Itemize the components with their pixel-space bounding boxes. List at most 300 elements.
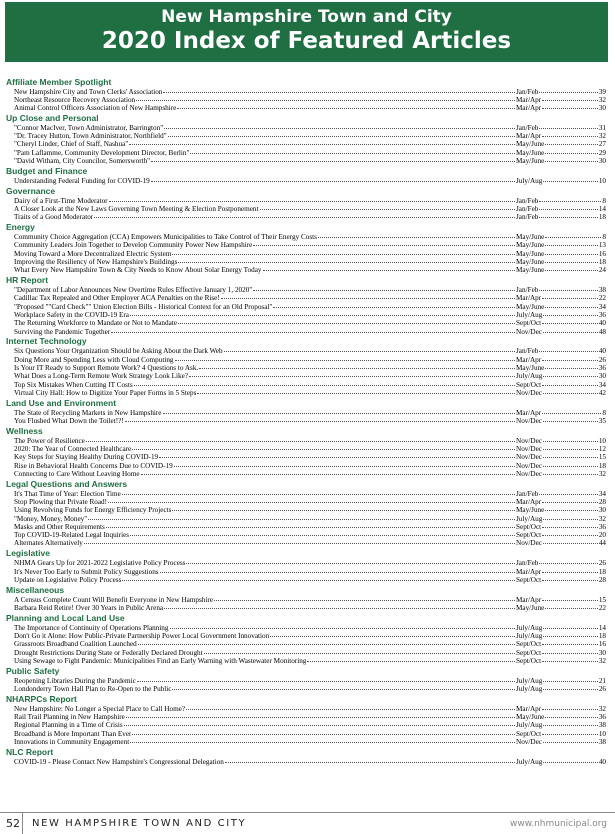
index-entry [6,157,606,165]
page-number-ref: 36 [598,713,606,722]
issue-page-group [516,649,606,657]
dot-leader [175,360,515,361]
dot-leader [542,385,598,386]
index-entry [6,417,606,425]
issue-label: Sept/Oct [516,319,542,328]
section-title: Legal Questions and Answers [6,478,128,489]
article-title: Top COVID-19-Related Legal Inquiries [14,531,130,540]
dot-leader [539,92,597,93]
issue-page-group [516,640,606,648]
dot-leader [543,315,597,316]
dot-leader [543,543,598,544]
index-entry [6,730,606,738]
page-number-ref: 36 [598,310,606,319]
article-title: What Every New Hampshire Town & City Needs to Know About Solar Energy Today [14,266,262,275]
dot-leader [543,762,597,763]
issue-label: May/June [516,506,545,515]
issue-page-group [516,490,606,498]
issue-page-group [516,258,606,266]
index-entry [6,266,606,274]
dot-leader [543,742,598,743]
issue-page-group [516,632,606,640]
dot-leader [543,441,598,442]
dot-leader [186,563,515,564]
issue-page-group [516,685,606,693]
dot-leader [543,636,597,637]
index-entry [6,758,606,766]
page-number-ref: 15 [598,453,606,462]
article-title: The Returning Workforce to Mandate or Not to Mandate [14,319,177,328]
article-title: Connecting to Care Without Leaving Home [14,469,140,478]
section-title: Legislative [6,548,50,559]
article-title: "Department of Labor Announces New Overtime Rules Effective January 1, 2020" [14,286,253,295]
dot-leader [263,270,515,271]
article-title: Community Leaders Join Together to Develop Community Power New Hampshire [14,241,253,250]
article-title: New Hampshire City and Town Clerks' Association [14,87,163,96]
issue-label: Nov/Dec [516,453,542,462]
issue-page-group [516,506,606,514]
issue-label: Mar/Apr [516,294,542,303]
page-number-ref: 35 [598,416,606,425]
article-title: Rise in Behavioral Health Concerns Due to COVID-19 [14,461,173,470]
page-number-ref: 10 [598,176,606,185]
issue-label: Nov/Dec [516,445,542,453]
page-number-ref: 39 [598,87,606,96]
issue-label: Sept/Oct [516,575,542,584]
page-number-ref: 32 [598,469,606,478]
header-line-1: New Hampshire Town and City [161,7,452,27]
dot-leader [542,572,598,573]
page-number-ref: 34 [598,302,606,311]
dot-leader [84,543,515,544]
article-title: Animal Control Officers Association of New Hampshire [14,104,177,113]
article-title: Community Choice Aggregation (CCA) Empowers Municipalities to Take Control of Their Energy Costs [14,233,317,242]
page-number-ref: 30 [598,104,606,113]
section-title: Governance [6,185,56,196]
issue-label: Sept/Oct [516,522,542,531]
index-entry [6,124,606,132]
issue-label: May/June [516,249,545,258]
issue-label: July/Aug [516,372,543,381]
issue-label: Sept/Oct [516,531,542,540]
dot-leader [109,201,515,202]
issue-page-group [516,328,606,336]
article-title: NHMA Gears Up for 2021-2022 Legislative Policy Process [14,559,186,568]
dot-leader [137,681,515,682]
issue-page-group [516,177,606,185]
article-title: Is Your IT Ready to Support Remote Work? 4 Questions to Ask. [14,363,199,372]
index-entry [6,445,606,453]
issue-label: Nov/Dec [516,461,542,470]
dot-leader [132,734,515,735]
issue-label: Nov/Dec [516,436,542,445]
page-number-ref: 32 [598,656,606,665]
index-entry [6,381,606,389]
issue-label: Mar/Apr [516,408,542,417]
issue-label: July/Aug [516,632,543,641]
dot-leader [106,527,515,528]
issue-page-group [516,531,606,539]
article-title: Update on Legislative Policy Process [14,575,122,584]
dot-leader [170,628,516,629]
page-number-ref: 15 [598,595,606,604]
dot-leader [542,298,598,299]
issue-page-group [516,568,606,576]
page-number-ref: 32 [598,132,606,141]
index-entry [6,677,606,685]
issue-page-group [516,205,606,213]
article-title: Grassroots Broadband Coalition Launched [14,640,137,649]
issue-label: Mar/Apr [516,567,542,576]
issue-label: Mar/Apr [516,497,542,506]
dot-leader [163,92,515,93]
index-entry [6,132,606,140]
website-url: www.nhmunicipal.org [509,819,607,829]
page-number-ref: 30 [598,648,606,657]
issue-page-group [516,576,606,584]
issue-label: July/Aug [516,623,543,632]
index-entry [6,453,606,461]
dot-leader [178,323,515,324]
dot-leader [545,262,597,263]
dot-leader [543,519,597,520]
article-title: A Census Complete Count Will Benefit Everyone in New Hampshire [14,595,213,604]
index-entry [6,258,606,266]
index-entry [6,596,606,604]
page-number-ref: 30 [598,157,606,166]
dot-leader [125,421,515,422]
dot-leader [542,323,598,324]
index-entry [6,197,606,205]
dot-leader [159,457,515,458]
page-number-ref: 8 [602,408,606,417]
issue-page-group [516,604,606,612]
page-number-ref: 36 [598,363,606,372]
page-number-ref: 13 [598,241,606,250]
section-title: Miscellaneous [6,584,65,595]
issue-label: May/June [516,257,545,266]
article-title: Virtual City Hall: How to Digitize Your Paper Forms in 5 Steps [14,388,197,397]
index-entry [6,576,606,584]
article-title: Improving the Resiliency of New Hampshire's Buildings [14,257,178,266]
dot-leader [545,245,597,246]
header-title: 2020 Index of Featured Articles [101,28,512,54]
index-entry [6,685,606,693]
issue-label: Jan/Feb [516,196,539,205]
dot-leader [124,725,515,726]
dot-leader [545,608,597,609]
page-number-ref: 48 [598,327,606,336]
index-entry [6,738,606,746]
article-title: Don't Go it Alone: How Public-Private Partnership Power Local Government Innovation [14,632,270,641]
dot-leader [186,709,515,710]
page-number-ref: 18 [598,567,606,576]
issue-page-group [516,124,606,132]
issue-page-group [516,266,606,274]
issue-label: May/June [516,241,545,250]
dot-leader [543,725,597,726]
article-title: "Pam Laflamme, Community Development Director, Berlin" [14,148,190,157]
dot-leader [542,360,598,361]
issue-page-group [516,515,606,523]
dot-leader [94,217,515,218]
dot-leader [542,527,598,528]
page-number-ref: 18 [598,632,606,641]
article-title: Barbara Reid Retire! Over 30 Years in Public Arena [14,603,164,612]
issue-label: July/Aug [516,514,543,523]
dot-leader [539,494,597,495]
page-number-ref: 28 [598,497,606,506]
index-entry [6,250,606,258]
index-entry [6,356,606,364]
page-number-ref: 44 [598,539,606,548]
dot-leader [221,298,515,299]
page-number-ref: 10 [598,729,606,738]
index-entry [6,437,606,445]
section-title: Affiliate Member Spotlight [6,76,112,87]
dot-leader [542,535,598,536]
index-entry [6,462,606,470]
page-number-ref: 34 [598,380,606,389]
section-title: NHARPCs Report [6,693,77,704]
dot-leader [174,466,515,467]
page-number-ref: 20 [598,531,606,540]
index-entry [6,523,606,531]
index-entry [6,721,606,729]
issue-page-group [516,364,606,372]
index-entry [6,364,606,372]
issue-page-group [516,453,606,461]
index-entry [6,286,606,294]
issue-page-group [516,372,606,380]
index-entry [6,319,606,327]
article-title: The Importance of Continuity of Operations Planning [14,623,169,632]
issue-label: May/June [516,363,545,372]
index-entry [6,470,606,478]
page-number-ref: 24 [598,266,606,275]
dot-leader [204,653,515,654]
issue-label: Sept/Oct [516,729,542,738]
index-entry [6,149,606,157]
article-title: "David Witham, City Councilor, Somersworth" [14,157,151,166]
section-title: Wellness [6,425,43,436]
dot-leader [543,332,598,333]
page-number-ref: 27 [598,140,606,149]
dot-leader [543,681,597,682]
dot-leader [543,393,598,394]
page-number-ref: 30 [598,506,606,515]
issue-page-group [516,462,606,470]
dot-leader [545,237,601,238]
issue-page-group [516,149,606,157]
issue-label: Jan/Feb [516,489,539,498]
issue-page-group [516,88,606,96]
article-title: Workplace Safety in the COVID-19 Era [14,310,129,319]
dot-leader [545,717,597,718]
section-title: Public Safety [6,665,60,676]
page-number-ref: 22 [598,603,606,612]
index-entry [6,96,606,104]
index-entry [6,559,606,567]
dot-leader [130,315,515,316]
index-entry [6,624,606,632]
issue-page-group [516,303,606,311]
dot-leader [543,474,598,475]
article-title: Traits of a Good Moderator [14,213,94,222]
page-number-ref: 40 [598,347,606,356]
issue-label: Jan/Feb [516,204,539,213]
magazine-name: NEW HAMPSHIRE TOWN AND CITY [32,818,247,829]
issue-label: July/Aug [516,176,543,185]
page-number-ref: 32 [598,514,606,523]
index-entry [6,205,606,213]
index-entry [6,241,606,249]
dot-leader [542,653,598,654]
issue-page-group [516,738,606,746]
issue-page-group [516,319,606,327]
article-title: Using Sewage to Fight Pandemic: Municipalities Find an Early Warning with Wastewater Monitoring [14,656,307,665]
article-title: Drought Restrictions During State or Federally Declared Drought [14,648,203,657]
dot-leader [111,332,515,333]
issue-label: Jan/Feb [516,87,539,96]
issue-label: Sept/Oct [516,640,542,649]
article-title: Alternates Alternatively [14,539,83,548]
article-title: Regional Planning in a Time of Crisis [14,721,123,730]
page-number-ref: 14 [598,204,606,213]
issue-page-group [516,389,606,397]
article-title: Top Six Mistakes When Cutting IT Costs [14,380,133,389]
dot-leader [126,717,515,718]
index-entry [6,649,606,657]
issue-page-group [516,286,606,294]
dot-leader [122,494,515,495]
article-title: You Flushed What Down the Toilet!?! [14,416,124,425]
issue-label: May/June [516,603,545,612]
article-title: Doing More and Spending Less with Cloud Computing [14,355,174,364]
dot-leader [542,100,598,101]
index-entry [6,104,606,112]
dot-leader [129,144,515,145]
issue-page-group [516,197,606,205]
index-entry [6,311,606,319]
issue-page-group [516,96,606,104]
dot-leader [151,181,515,182]
issue-page-group [516,417,606,425]
dot-leader [214,600,515,601]
issue-label: Nov/Dec [516,327,542,336]
article-title: Londonderry Town Hall Plan to Re-Open to the Public [14,685,172,694]
dot-leader [138,644,515,645]
dot-leader [172,510,515,511]
index-entry [6,389,606,397]
dot-leader [543,376,597,377]
page-number-ref: 28 [598,575,606,584]
dot-leader [88,519,515,520]
dot-leader [542,644,598,645]
dot-leader [164,608,515,609]
article-title: Cadillac Tax Repealed and Other Employer ACA Penalties on the Rise! [14,294,220,303]
dot-leader [542,136,598,137]
section-title: Up Close and Personal [6,112,99,123]
article-title: "Proposed ""Card Check"" Union Election Bills - Historical Context for an Old Proposal" [14,302,273,311]
issue-page-group [516,294,606,302]
issue-label: July/Aug [516,685,543,694]
issue-page-group [516,498,606,506]
article-title: The Power of Resilience [14,436,85,445]
issue-label: Nov/Dec [516,738,542,747]
dot-leader [539,209,597,210]
footer-divider [22,813,23,834]
issue-label: May/June [516,140,545,149]
issue-page-group [516,347,606,355]
index-entry [6,506,606,514]
issue-label: Nov/Dec [516,469,542,478]
issue-page-group [516,730,606,738]
dot-leader [318,237,515,238]
index-entry [6,213,606,221]
dot-leader [177,108,515,109]
article-title: Masks and Other Requirements [14,522,105,531]
dot-leader [545,153,597,154]
index-entry [6,713,606,721]
issue-label: May/June [516,233,545,242]
article-title: Stop Plowing that Private Road! [14,497,108,506]
page-number-ref: 38 [598,286,606,295]
index-entry [6,490,606,498]
dot-leader [253,290,515,291]
article-title: New Hampshire: No Longer a Special Place to Call Home? [14,704,186,713]
issue-label: Sept/Oct [516,656,542,665]
page-number-ref: 10 [598,436,606,445]
dot-leader [542,734,598,735]
page-footer [0,812,615,834]
dot-leader [542,502,598,503]
page-number-ref: 31 [598,123,606,132]
page-number-ref: 14 [598,623,606,632]
article-title: Dairy of a First-Time Moderator [14,196,108,205]
dot-leader [543,421,598,422]
dot-leader [260,209,516,210]
dot-leader [307,661,515,662]
page-number-ref: 16 [598,249,606,258]
issue-page-group [516,250,606,258]
issue-page-group [516,311,606,319]
dot-leader [543,466,598,467]
dot-leader [134,385,515,386]
article-title: Six Questions Your Organization Should be Asking About the Dark Web [14,347,223,356]
article-title: "Cheryl Linder, Chief of Staff, Nashua" [14,140,129,149]
dot-leader [108,502,515,503]
article-title: Key Steps for Staying Healthy During COVID-19 [14,453,159,462]
index-entry [6,177,606,185]
issue-page-group [516,470,606,478]
section-title: Budget and Finance [6,165,88,176]
section-title: NLC Report [6,746,54,757]
page-number-ref: 38 [598,721,606,730]
dot-leader [270,636,515,637]
issue-label: Sept/Oct [516,380,542,389]
issue-page-group [516,241,606,249]
dot-leader [539,563,597,564]
index-entry [6,705,606,713]
issue-label: July/Aug [516,721,543,730]
issue-page-group [516,559,606,567]
page-number-ref: 18 [598,213,606,222]
article-index [6,76,606,766]
page-number-ref: 32 [598,704,606,713]
issue-label: Sept/Oct [516,648,542,657]
issue-page-group [516,140,606,148]
